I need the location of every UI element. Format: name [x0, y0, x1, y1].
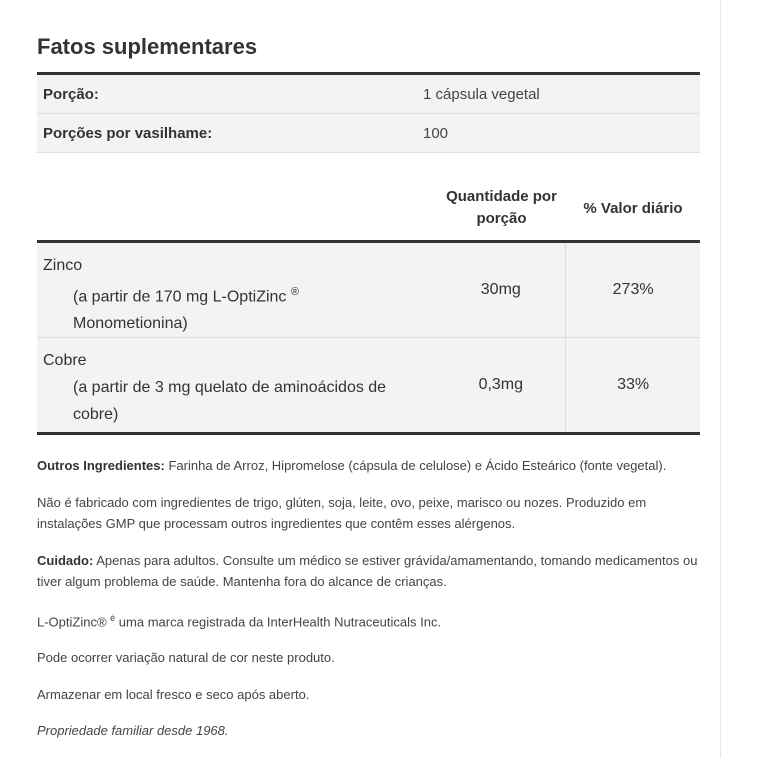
nutrients-header	[37, 176, 700, 243]
nutrient-source	[43, 374, 436, 428]
nutrient-source-line2: cobre)	[73, 406, 119, 423]
allergen-statement: Não é fabricado com ingredientes de trigo, glúten, soja, leite, ovo, peixe, marisco ou nozes. Produzido em instalações GMP que processam outros ingredientes que contêm esses alérgenos.	[37, 494, 647, 531]
caution-statement	[37, 550, 700, 593]
nutrient-description	[37, 243, 436, 337]
color-variation-note: Pode ocorrer variação natural de cor neste produto.	[37, 650, 335, 666]
serving-size-value: 1 cápsula vegetal	[423, 85, 540, 103]
servings-per-container-value: 100	[423, 124, 449, 142]
nutrient-source-line2: Monometionina)	[73, 315, 188, 333]
amount-header-line2: porção	[476, 210, 527, 227]
other-ingredients-label: Outros Ingredientes:	[37, 458, 165, 473]
registered-mark: ®	[290, 286, 299, 298]
trademark-text: uma marca registrada da InterHealth Nutraceuticals Inc.	[115, 613, 442, 629]
nutrient-name: Zinco	[43, 257, 83, 274]
nutrient-source	[43, 279, 436, 337]
other-ingredients	[37, 455, 700, 477]
nutrient-source-line1: (a partir de 3 mg quelato de aminoácidos de	[73, 379, 387, 396]
nutrient-daily-value: 33%	[565, 338, 700, 432]
trademark-statement	[37, 608, 700, 633]
page-title: Fatos suplementares	[37, 34, 258, 59]
other-ingredients-text: Farinha de Arroz, Hipromelose (cápsula de celulose) e Ácido Esteárico (fonte vegetal).	[164, 458, 667, 473]
servings-per-container-label: Porções por vasilhame:	[43, 124, 213, 142]
nutrient-amount: 0,3mg	[478, 376, 524, 393]
nutrient-row-zinc	[37, 243, 700, 338]
storage-instructions: Armazenar em local fresco e seco após aberto.	[37, 686, 310, 702]
daily-value-header: % Valor diário	[583, 199, 683, 217]
nutrient-source-line1: (a partir de 170 mg L-OptiZinc	[73, 288, 287, 306]
caution-text: Apenas para adultos. Consulte um médico se estiver grávida/amamentando, tomando medicamentos ou tiver algum problema de saúde. Mantenha fora do alcance de crianças.	[37, 552, 698, 589]
servings-per-container-row	[37, 114, 700, 153]
nutrient-row-copper	[37, 338, 700, 435]
nutrient-name: Cobre	[43, 352, 87, 369]
family-owned-note	[37, 720, 700, 742]
product-notes	[37, 455, 700, 757]
caution-label: Cuidado:	[37, 552, 94, 568]
trademark-prefix: L-OptiZinc®	[37, 613, 107, 629]
amount-per-serving-header	[437, 176, 566, 240]
trademark-mark: é	[110, 612, 116, 623]
nutrient-amount: 30mg	[480, 281, 521, 298]
nutrient-description	[37, 338, 436, 432]
page-right-divider	[720, 0, 721, 758]
serving-size-label: Porção:	[43, 85, 99, 103]
serving-info-table	[37, 72, 700, 153]
nutrients-table	[37, 176, 700, 435]
nutrient-name-header	[37, 176, 437, 240]
family-owned-text: Propriedade familiar desde 1968.	[37, 723, 229, 739]
nutrient-daily-value: 273%	[565, 243, 700, 337]
amount-header-line1: Quantidade por	[446, 188, 557, 205]
serving-size-row	[37, 75, 700, 114]
